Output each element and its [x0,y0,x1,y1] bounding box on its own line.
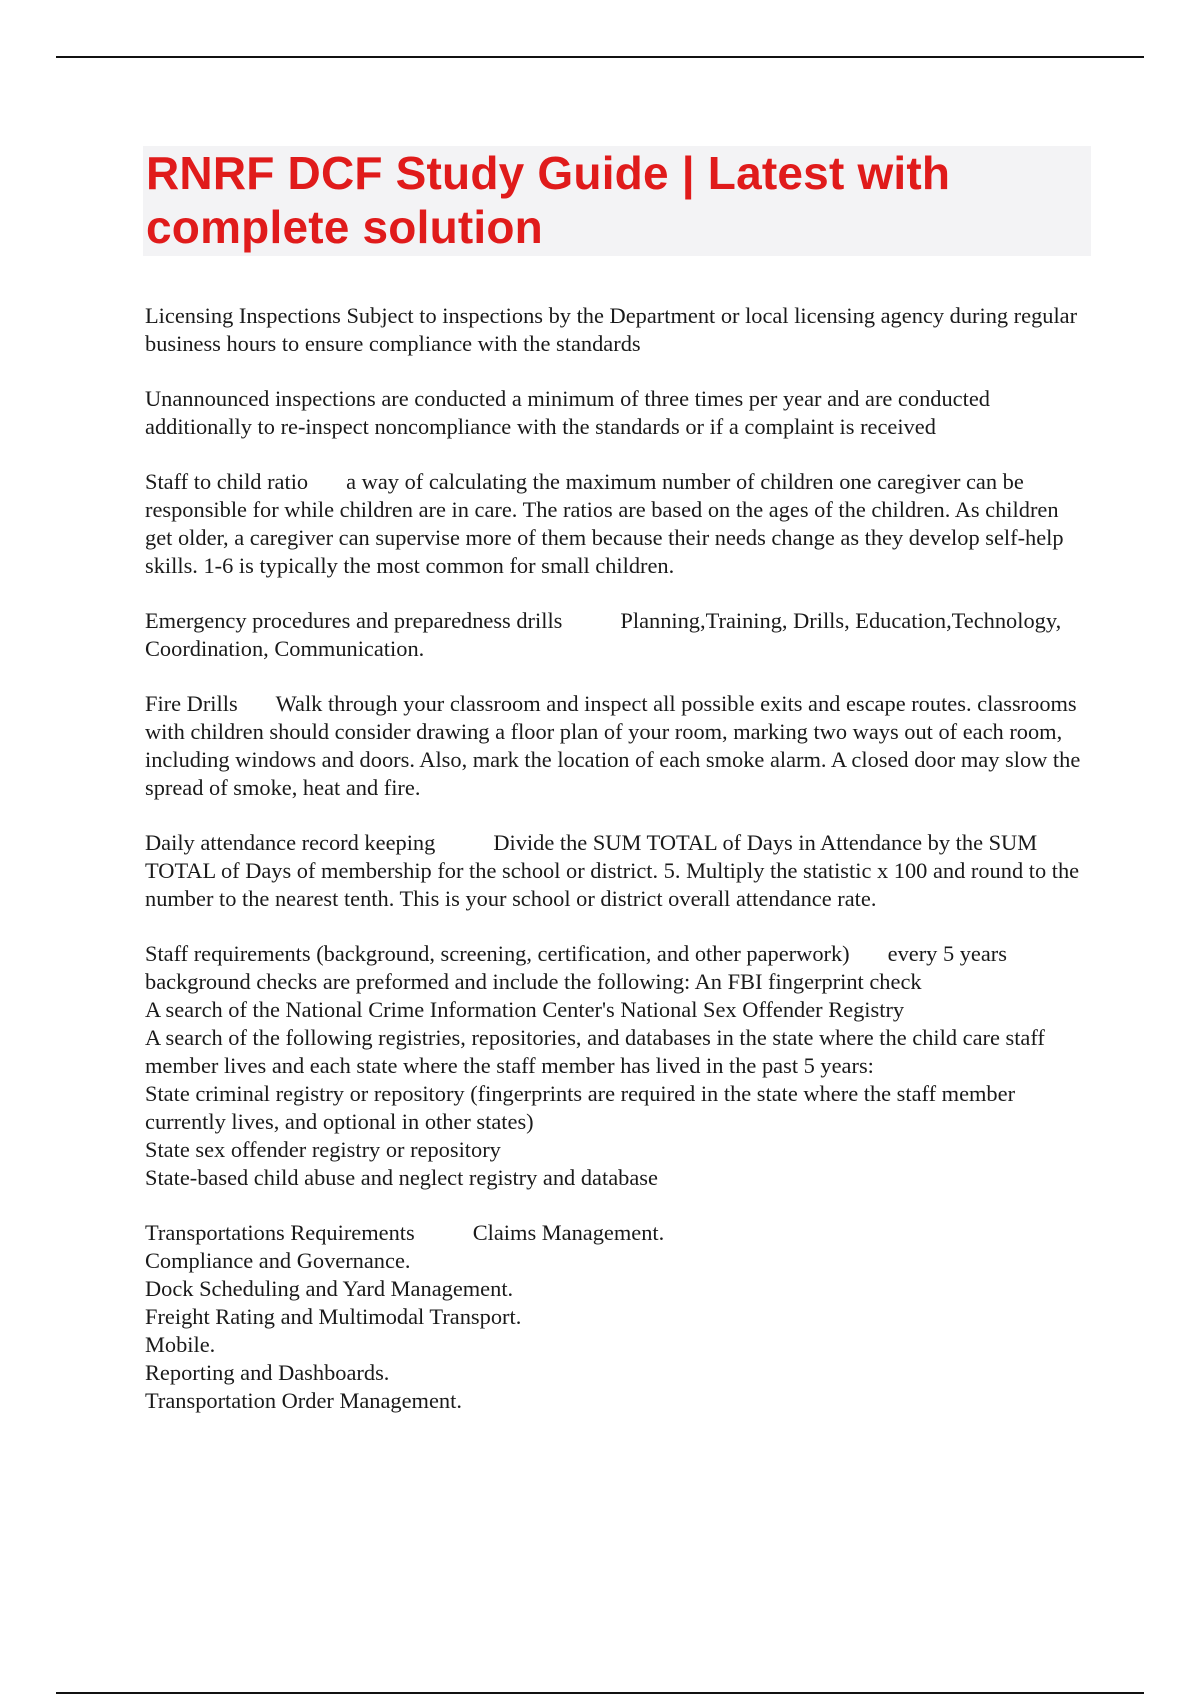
qa-entry [145,1219,1090,1415]
entry-line: State sex offender registry or repository [145,1137,501,1162]
entry-term: Staff to child ratio [145,469,309,494]
document-title: RNRF DCF Study Guide | Latest with complete solution [146,147,951,253]
entry-definition: Divide the SUM TOTAL of Days in Attendance by the SUM TOTAL of Days of membership for the school or district. 5. Multiply the statistic x 100 and round to the number to the nearest tenth. This is your school or district overall attendance rate. [145,830,1080,911]
entry-definition: a way of calculating the maximum number of children one caregiver can be responsible for while children are in care. The ratios are based on the ages of the children. As children get older, a caregiver can supervise more of them because their needs change as they develop self-help skills. 1-6 is typically the most common for small children. [145,469,1064,578]
entry-term: Unannounced inspections [145,386,376,411]
entry-term: Staff requirements (background, screening, certification, and other paperwork) [145,941,850,966]
qa-entry [145,690,1090,802]
entry-term: Emergency procedures and preparedness drills [145,608,563,633]
entry-definition: Walk through your classroom and inspect all possible exits and escape routes. classrooms with children should consider drawing a floor plan of your room, marking two ways out of each room, including windows and doors. Also, mark the location of each smoke alarm. A closed door may slow the spread of smoke, heat and fire. [145,691,1081,800]
title-banner [143,146,1091,256]
entry-line: Mobile. [145,1332,216,1357]
entry-definition: are conducted a minimum of three times per year and are conducted additionally to re-inspect noncompliance with the standards or if a complaint is received [145,386,990,439]
entry-term: Fire Drills [145,691,238,716]
entry-line: Reporting and Dashboards. [145,1360,390,1385]
qa-entry [145,940,1090,1192]
document-body [145,302,1090,1442]
entry-line: Dock Scheduling and Yard Management. [145,1276,514,1301]
entry-definition: Claims Management. [472,1220,665,1245]
footer-rule [56,1692,1144,1694]
header-rule [56,56,1144,58]
qa-entry [145,302,1090,358]
entry-line: A search of the following registries, repositories, and databases in the state where the child care staff member lives and each state where the staff member has lived in the past 5 years: [145,1025,1045,1078]
qa-entry [145,385,1090,441]
entry-term: Transportations Requirements [145,1220,415,1245]
entry-term: Daily attendance record keeping [145,830,436,855]
entry-line: Freight Rating and Multimodal Transport. [145,1304,522,1329]
entry-line: Compliance and Governance. [145,1248,411,1273]
qa-entry [145,829,1090,913]
entry-line: Transportation Order Management. [145,1388,462,1413]
entry-line: A search of the National Crime Information Center's National Sex Offender Registry [145,997,905,1022]
entry-definition: Subject to inspections by the Department or local licensing agency during regular business hours to ensure compliance with the standards [145,303,1078,356]
qa-entry [145,468,1090,580]
entry-definition: every 5 years background checks are preformed and include the following: An FBI fingerprint check [145,941,1007,994]
entry-line: State criminal registry or repository (fingerprints are required in the state where the staff member currently lives, and optional in other states) [145,1081,1016,1134]
entry-line: State-based child abuse and neglect registry and database [145,1165,658,1190]
qa-entry [145,607,1090,663]
entry-term: Licensing Inspections [145,303,341,328]
entry-definition: Planning,Training, Drills, Education,Technology, Coordination, Communication. [145,608,1062,661]
